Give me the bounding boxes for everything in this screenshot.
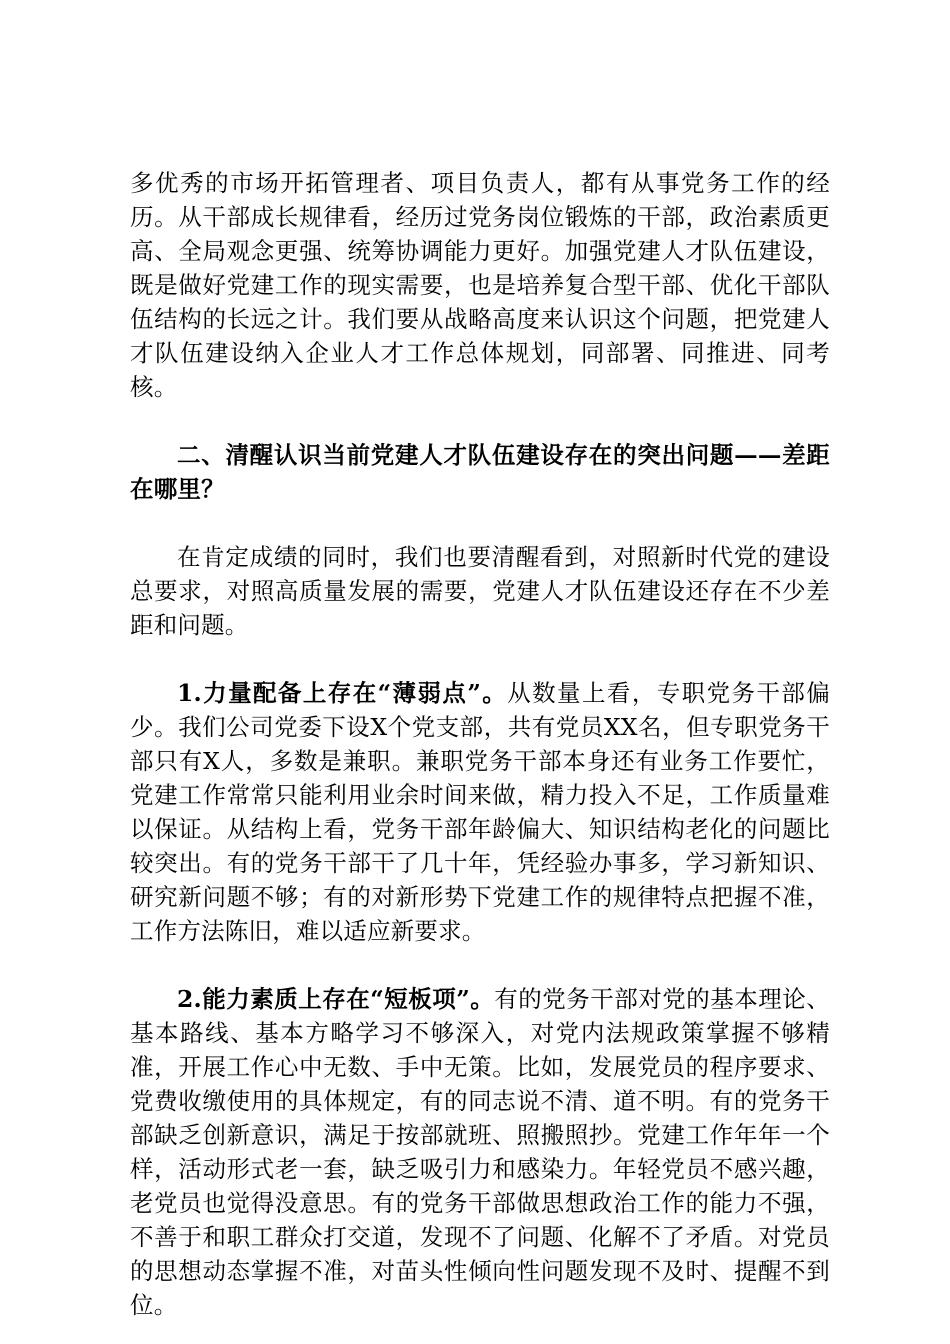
document-page — [130, 166, 830, 1322]
item-1-title: 1.力量配备上存在“薄弱点”。 — [177, 679, 508, 707]
item-1-body: 从数量上看，专职党务干部偏少。我们公司党委下设X个党支部，共有党员XX名，但专职党务干部只有X人，多数是兼职。兼职党务干部本身还有业务工作要忙，党建工作常常只能利用业余时间来做，精力投入不足，工作质量难以保证。从结构上看，党务干部年龄偏大、知识结构老化的问题比较突出。有的党务干部干了几十年，凭经验办事多，学习新知识、研究新问题不够；有的对新形势下党建工作的规律特点把握不准，工作方法陈旧，难以适应新要求。 — [130, 679, 830, 945]
paragraph-item-1 — [130, 676, 830, 948]
paragraph-item-2 — [130, 982, 830, 1322]
section-heading-2: 二、清醒认识当前党建人才队伍建设存在的突出问题——差距在哪里？ — [130, 441, 830, 503]
paragraph-intro: 在肯定成绩的同时，我们也要清醒看到，对照新时代党的建设总要求，对照高质量发展的需要，党建人才队伍建设还存在不少差距和问题。 — [130, 543, 830, 639]
item-2-title: 2.能力素质上存在“短板项”。 — [177, 985, 495, 1013]
paragraph-continued: 多优秀的市场开拓管理者、项目负责人，都有从事党务工作的经历。从干部成长规律看，经历过党务岗位锻炼的干部，政治素质更高、全局观念更强、统筹协调能力更好。加强党建人才队伍建设，既是做好党建工作的现实需要，也是培养复合型干部、优化干部队伍结构的长远之计。我们要从战略高度来认识这个问题，把党建人才队伍建设纳入企业人才工作总体规划，同部署、同推进、同考核。 — [130, 169, 830, 401]
item-2-body: 有的党务干部对党的基本理论、基本路线、基本方略学习不够深入，对党内法规政策掌握不够精准，开展工作心中无数、手中无策。比如，发展党员的程序要求、党费收缴使用的具体规定，有的同志说不清、道不明。有的党务干部缺乏创新意识，满足于按部就班、照搬照抄。党建工作年年一个样，活动形式老一套，缺乏吸引力和感染力。年轻党员不感兴趣，老党员也觉得没意思。有的党务干部做思想政治工作的能力不强，不善于和职工群众打交道，发现不了问题、化解不了矛盾。对党员的思想动态掌握不准，对苗头性倾向性问题发现不及时、提醒不到位。 — [130, 985, 830, 1319]
